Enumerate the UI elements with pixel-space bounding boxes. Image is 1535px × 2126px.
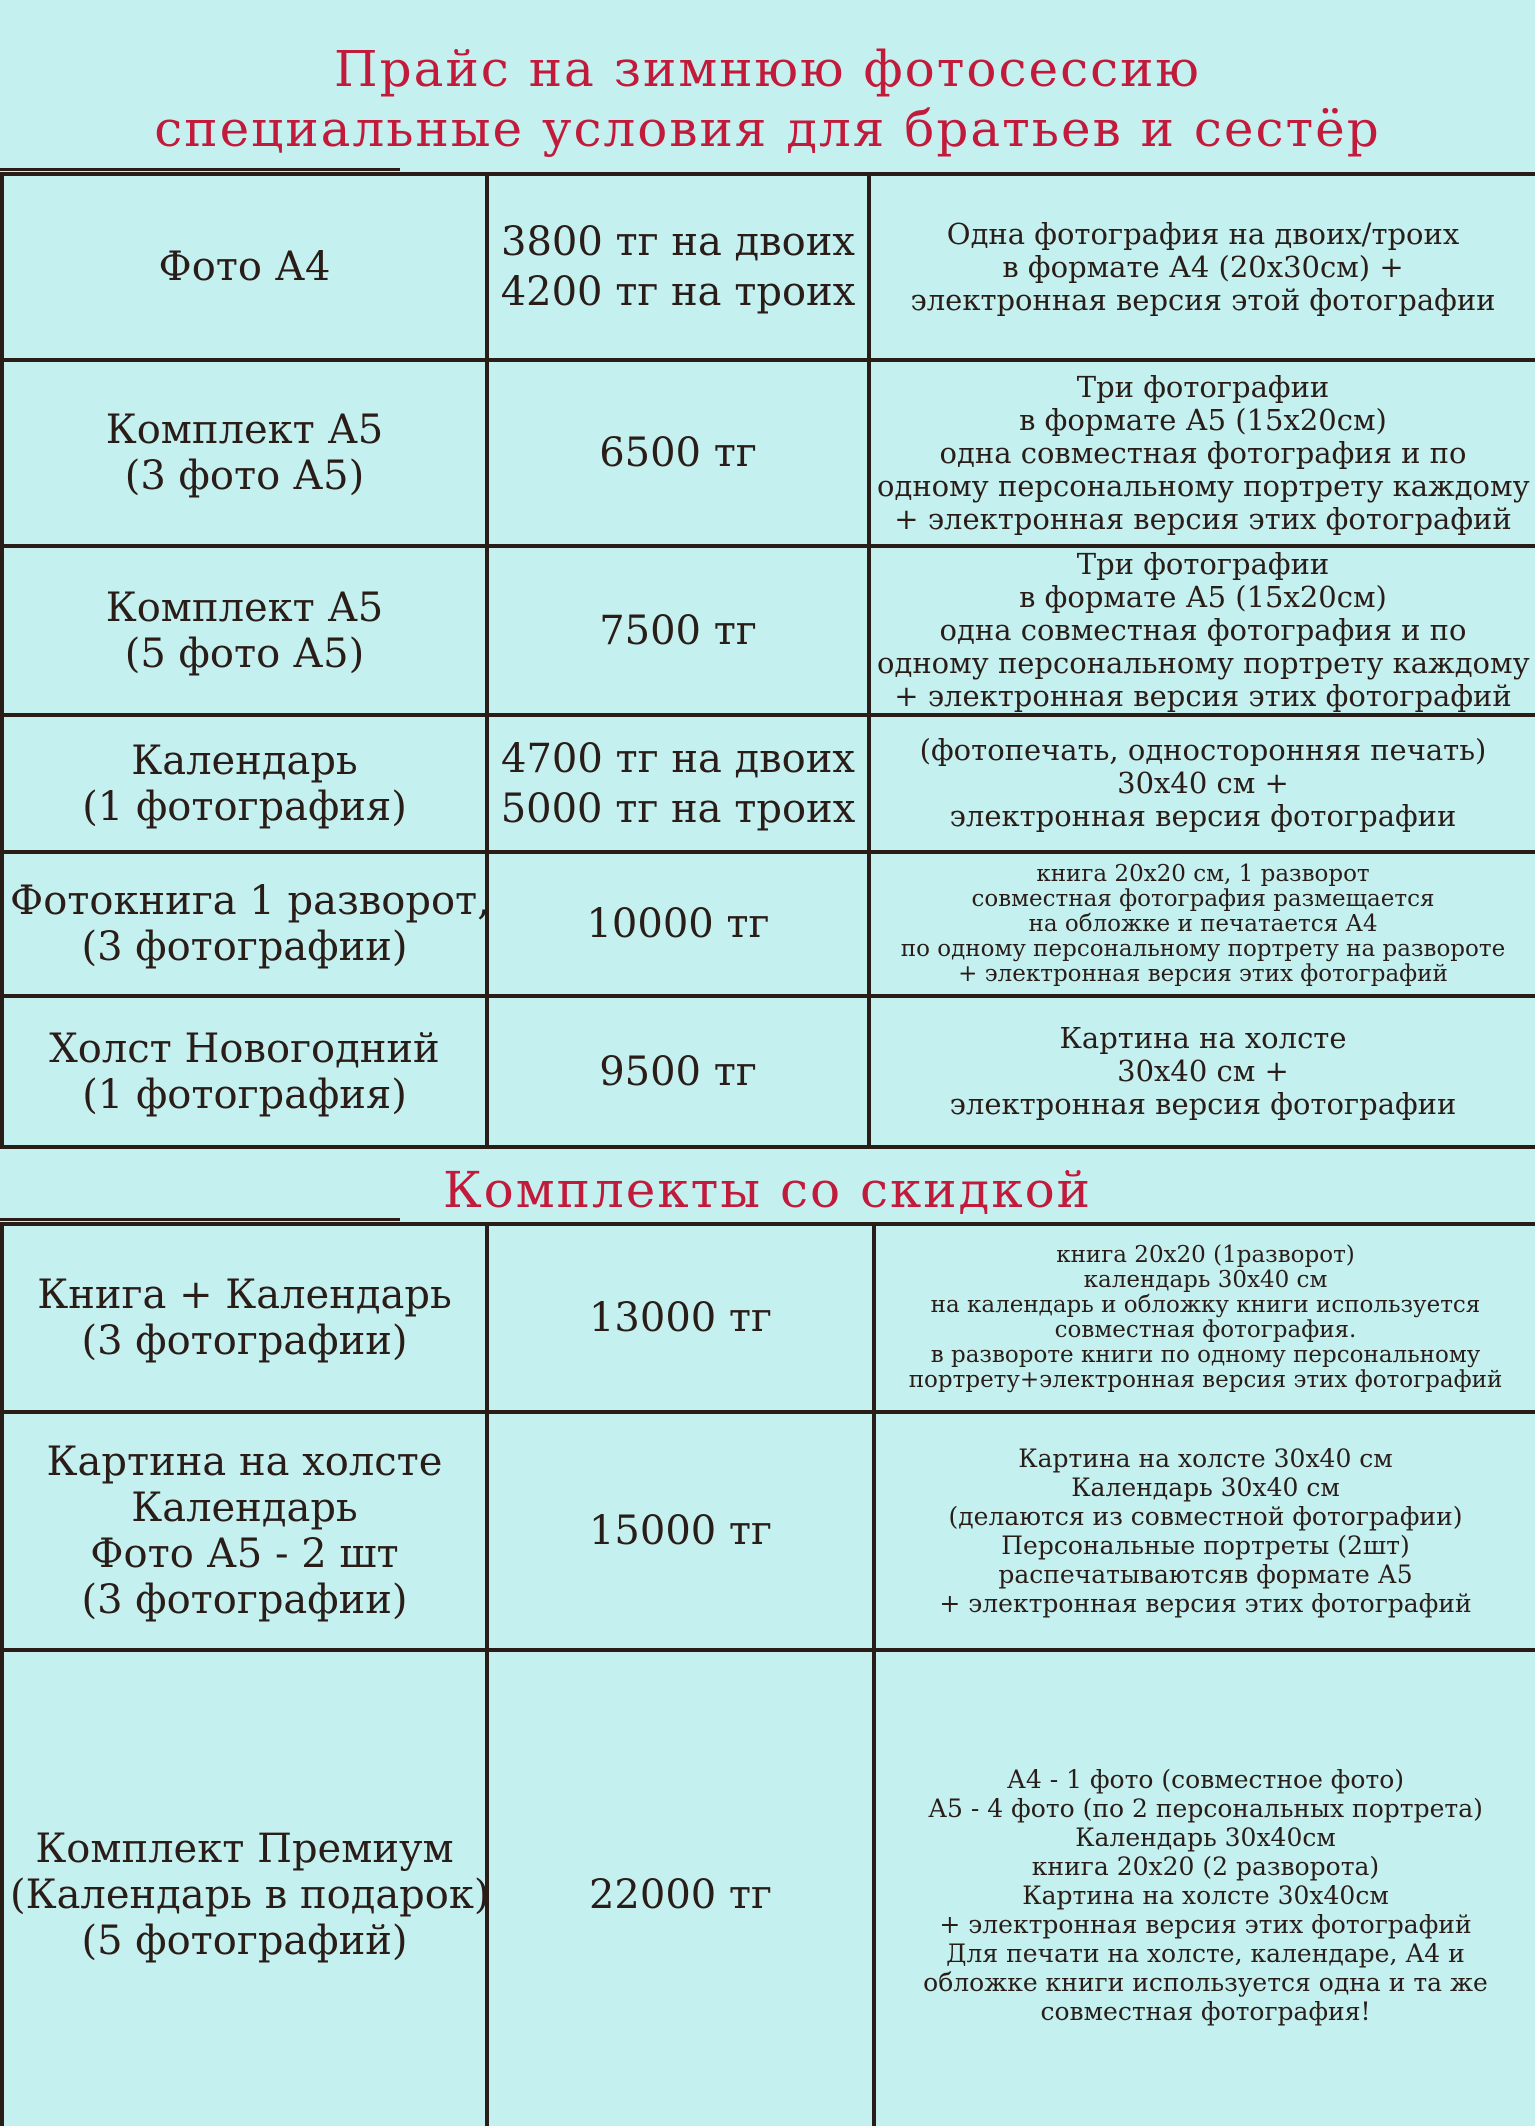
description-line: одна совместная фотография и по [939, 435, 1467, 470]
description-line: Картина на холсте 30х40см [1022, 1880, 1389, 1910]
price-cell [487, 546, 869, 715]
price-cell [487, 715, 869, 852]
price-cell [487, 1412, 874, 1650]
price-line: 10000 тг [586, 901, 770, 947]
table-row [2, 1412, 1535, 1650]
description-line: (фотопечать, односторонняя печать) [919, 733, 1487, 767]
description-line: на обложке и печатается А4 [1028, 910, 1378, 937]
description-line: электронная версия этой фотографии [910, 282, 1496, 317]
description-cell [869, 996, 1535, 1147]
product-name-line: (3 фотографии) [81, 924, 408, 970]
description-line: 30х40 см + [1117, 766, 1289, 800]
description-line: одному персональному портрету каждому [877, 468, 1530, 503]
price-table-discounts [0, 1222, 1535, 2126]
description-line: в формате А4 (20х30см) + [1002, 249, 1404, 284]
price-cell [487, 852, 869, 996]
description-line: одному персональному портрету каждому [877, 646, 1530, 680]
price-cell [487, 174, 869, 360]
table-row [2, 996, 1535, 1147]
description-line: Календарь 30х40 см [1071, 1473, 1340, 1502]
table-row [2, 174, 1535, 360]
page-title-line2: специальные условия для братьев и сестёр [154, 100, 1381, 158]
description-line: А5 - 4 фото (по 2 персональных портрета) [928, 1793, 1483, 1823]
description-line: книга 20х20 (2 разворота) [1031, 1851, 1380, 1881]
description-line: Три фотографии [1076, 547, 1330, 581]
product-name-cell [2, 1650, 490, 2126]
description-line: по одному персональному портрету на развороте [900, 935, 1506, 962]
product-name-line: Книга + Календарь [37, 1272, 452, 1318]
description-line: Картина на холсте 30х40 см [1018, 1444, 1393, 1473]
description-line: обложке книги используется одна и та же [923, 1967, 1488, 1997]
description-line: книга 20х20 см, 1 разворот [1036, 860, 1370, 887]
description-line: + электронная версия этих фотографий [939, 1589, 1472, 1618]
description-cell [869, 852, 1535, 996]
table-row [2, 1224, 1535, 1412]
product-name-line: (1 фотография) [82, 1071, 407, 1118]
product-name-line: Холст Новогодний [49, 1025, 440, 1072]
decorative-line [0, 168, 400, 171]
page-title-line1: Прайс на зимнюю фотосессию [334, 40, 1201, 98]
product-name-line: Календарь [131, 1485, 358, 1531]
description-line: Одна фотография на двоих/троих [946, 216, 1460, 251]
product-name-cell [2, 1412, 487, 1650]
price-line: 6500 тг [599, 430, 757, 476]
price-cell [487, 996, 869, 1147]
description-line: + электронная версия этих фотографий [894, 679, 1512, 713]
table-row [2, 360, 1535, 546]
price-line: 15000 тг [588, 1508, 773, 1554]
description-line: совместная фотография. [1054, 1317, 1357, 1343]
product-name-cell [2, 546, 487, 715]
product-name-line: Комплект А5 [105, 584, 384, 631]
price-cell [487, 1650, 874, 2126]
product-name-line: (5 фотографий) [81, 1918, 408, 1964]
description-line: распечатываютсяв формате А5 [998, 1560, 1413, 1589]
description-cell [869, 715, 1535, 852]
description-line: Персональные портреты (2шт) [1001, 1531, 1410, 1560]
price-table-main [0, 172, 1535, 1149]
price-line: 13000 тг [588, 1295, 773, 1341]
product-name-cell [2, 715, 487, 852]
product-name-line: (3 фото А5) [124, 453, 365, 499]
description-line: Календарь 30х40см [1075, 1822, 1336, 1852]
product-name-line: Фото А5 - 2 шт [90, 1531, 399, 1577]
product-name-line: Фото А4 [158, 244, 331, 290]
description-line: портрету+электронная версия этих фотографий [908, 1367, 1503, 1393]
section-title-discounts: Комплекты со скидкой [442, 1161, 1092, 1219]
product-name-line: Фотокнига 1 разворот, [10, 878, 490, 924]
description-line: на календарь и обложку книги используется [930, 1292, 1481, 1318]
product-name-line: (1 фотография) [82, 783, 407, 830]
description-cell [869, 546, 1535, 715]
description-line: в формате А5 (15х20см) [1019, 402, 1387, 437]
table-row [2, 852, 1535, 996]
description-cell [869, 174, 1535, 360]
product-name-line: (Календарь в подарок) [10, 1872, 490, 1918]
price-cell [487, 1224, 874, 1412]
table-row [2, 715, 1535, 852]
description-line: Для печати на холсте, календаре, А4 и [946, 1938, 1465, 1968]
product-name-line: Календарь [131, 737, 358, 784]
product-name-cell [2, 360, 487, 546]
price-line: 4700 тг на двоих [501, 735, 855, 782]
description-line: + электронная версия этих фотографий [958, 960, 1448, 987]
description-line: книга 20х20 (1разворот) [1056, 1242, 1355, 1268]
description-line: (делаются из совместной фотографии) [948, 1502, 1463, 1531]
product-name-cell [2, 852, 490, 996]
description-line: электронная версия фотографии [949, 799, 1457, 833]
price-line: 7500 тг [599, 607, 757, 654]
product-name-cell [2, 174, 487, 360]
description-line: + электронная версия этих фотографий [939, 1909, 1472, 1939]
description-line: + электронная версия этих фотографий [894, 501, 1512, 536]
description-line: электронная версия фотографии [949, 1087, 1457, 1121]
product-name-line: Картина на холсте [46, 1439, 443, 1485]
description-line: А4 - 1 фото (совместное фото) [1006, 1764, 1405, 1794]
price-line: 9500 тг [599, 1048, 757, 1095]
product-name-line: Комплект Премиум [35, 1826, 454, 1872]
description-line: совместная фотография! [1040, 1996, 1371, 2026]
price-line: 5000 тг на троих [500, 785, 856, 832]
price-line: 22000 тг [588, 1872, 773, 1918]
price-line: 3800 тг на двоих [501, 219, 855, 265]
description-cell [874, 1650, 1535, 2126]
product-name-cell [2, 996, 487, 1147]
description-cell [874, 1412, 1535, 1650]
table-row [2, 546, 1535, 715]
description-line: в формате А5 (15х20см) [1019, 580, 1387, 614]
description-line: в развороте книги по одному персональному [930, 1342, 1481, 1368]
description-cell [874, 1224, 1535, 1412]
table-row [2, 1650, 1535, 2126]
description-line: Три фотографии [1076, 369, 1330, 404]
description-line: совместная фотография размещается [971, 885, 1435, 912]
description-line: 30х40 см + [1117, 1054, 1289, 1088]
product-name-line: (3 фотографии) [81, 1577, 408, 1623]
product-name-line: (5 фото А5) [124, 630, 365, 677]
price-cell [487, 360, 869, 546]
product-name-cell [2, 1224, 487, 1412]
description-line: календарь 30х40 см [1083, 1267, 1328, 1293]
product-name-line: Комплект А5 [105, 407, 384, 453]
price-line: 4200 тг на троих [500, 269, 856, 315]
description-line: Картина на холсте [1059, 1021, 1347, 1055]
description-line: одна совместная фотография и по [939, 613, 1467, 647]
description-cell [869, 360, 1535, 546]
product-name-line: (3 фотографии) [81, 1318, 408, 1364]
